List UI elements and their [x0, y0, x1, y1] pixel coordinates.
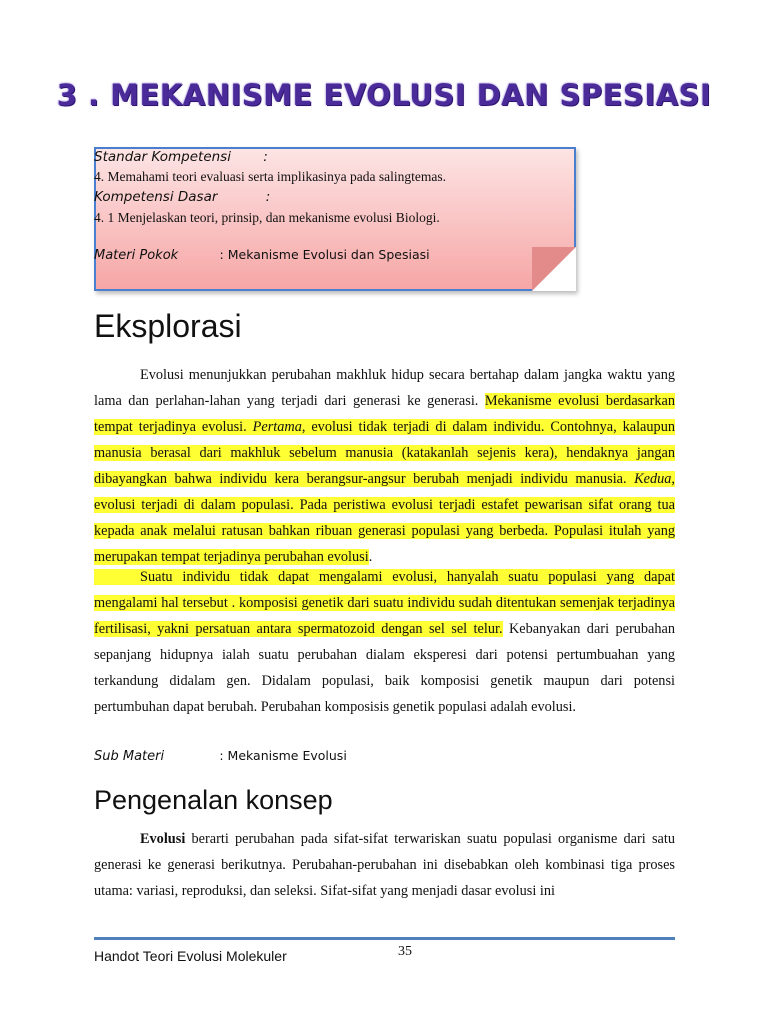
paragraph-1: Evolusi menunjukkan perubahan makhluk hidup secara bertahap dalam jangka waktu yang lama dan perlahan-lahan yang terjadi dari generasi ke generasi. Mekanisme evolusi berdasarkan tempat terjadinya evolusi. Pertama, evolusi tidak terjadi di dalam individu. Contohnya, kalaupun manusia berasal dari makhluk sebelum manusia (katakanlah sejenis kera), hendaknya jangan dibayangkan bahwa individu kera berangsur-angsur berubah menjadi individu manusia. Kedua, evolusi terjadi di dalam populasi. Pada peristiwa evolusi terjadi estafet pewarisan sifat orang tua kepada anak melalui ratusan bahkan ribuan generasi populasi yang berbeda. Populasi itulah yang merupakan tempat terjadinya perubahan evolusi. — [94, 367, 675, 565]
mp-line — [94, 247, 430, 263]
section-heading-pengenalan: Pengenalan konsep — [94, 785, 333, 815]
p3-text: berarti perubahan pada sifat-sifat terwariskan suatu populasi organisme dari satu generasi ke generasi berikutnya. Perubahan-perubahan ini disebabkan oleh kombinasi tiga proses utama: variasi, reproduksi, dan seleksi. Sifat-sifat yang menjadi dasar evolusi ini — [94, 831, 675, 899]
sub-materi-value: : Mekanisme Evolusi — [219, 748, 347, 763]
page-number: 35 — [398, 944, 412, 959]
sk-line — [94, 149, 268, 165]
p1-text-a: Evolusi menunjukkan perubahan makhluk hidup secara bertahap dalam jangka waktu yang lama dan perlahan-lahan yang terjadi dari generasi ke generasi. — [94, 367, 675, 409]
mp-label: Materi Pokok — [94, 248, 179, 263]
p2-text-b: Kebanyakan dari perubahan sepanjang hidupnya ialah suatu perubahan dialam eksperesi dari potensi pertumbuahan yang terkandung didalam gen. Didalam populasi, baik komposisi genetik maupun dari potensi pertumbuhan dapat berubah. Perubahan komposisis genetik populasi adalah evolusi. — [94, 621, 675, 715]
p2-highlight: Suatu individu tidak dapat mengalami evolusi, hanyalah suatu populasi yang dapat mengalami hal tersebut . komposisi genetik dari suatu individu sudah ditentukan semenjak terjadinya fertilisasi, yakni persatuan antara spermatozoid dengan sel sel telur. — [94, 569, 675, 637]
sk-text: 4. Memahami teori evaluasi serta implikasinya pada salingtemas. — [94, 169, 447, 184]
kd-colon: : — [265, 189, 271, 205]
paragraph-3 — [94, 826, 675, 904]
kd-text: 4. 1 Menjelaskan teori, prinsip, dan mekanisme evolusi Biologi. — [94, 210, 440, 225]
competency-box — [94, 147, 576, 291]
paragraph-2 — [94, 564, 675, 720]
sub-materi-label: Sub Materi — [94, 749, 165, 764]
page-curl — [532, 247, 576, 291]
p1-highlight-1: Mekanisme evolusi berdasarkan tempat terjadinya evolusi. Pertama, evolusi tidak terjadi di dalam individu. Contohnya, kalaupun manusia berasal dari makhluk sebelum manusia (katakanlah sejenis kera), hendaknya jangan dibayangkan bahwa individu kera berangsur-angsur berubah menjadi individu manusia. Kedua, evolusi terjadi di dalam populasi. Pada peristiwa evolusi terjadi estafet pewarisan sifat orang tua kepada anak melalui ratusan bahkan ribuan generasi populasi yang berbeda. Populasi itulah yang merupakan tempat terjadinya perubahan evolusi — [94, 393, 675, 565]
sk-label: Standar Kompetensi — [94, 149, 231, 165]
sub-materi-line — [94, 748, 347, 764]
footer-rule — [94, 937, 675, 940]
footer-title: Handot Teori Evolusi Molekuler — [94, 948, 287, 964]
term-evolusi: Evolusi — [140, 831, 186, 847]
kd-label: Kompetensi Dasar — [94, 189, 218, 205]
sk-colon: : — [263, 149, 268, 165]
page-title: 3 . MEKANISME EVOLUSI DAN SPESIASI — [56, 78, 712, 112]
section-heading-eksplorasi: Eksplorasi — [94, 308, 242, 344]
mp-value: : Mekanisme Evolusi dan Spesiasi — [219, 247, 430, 262]
kd-line — [94, 189, 270, 205]
